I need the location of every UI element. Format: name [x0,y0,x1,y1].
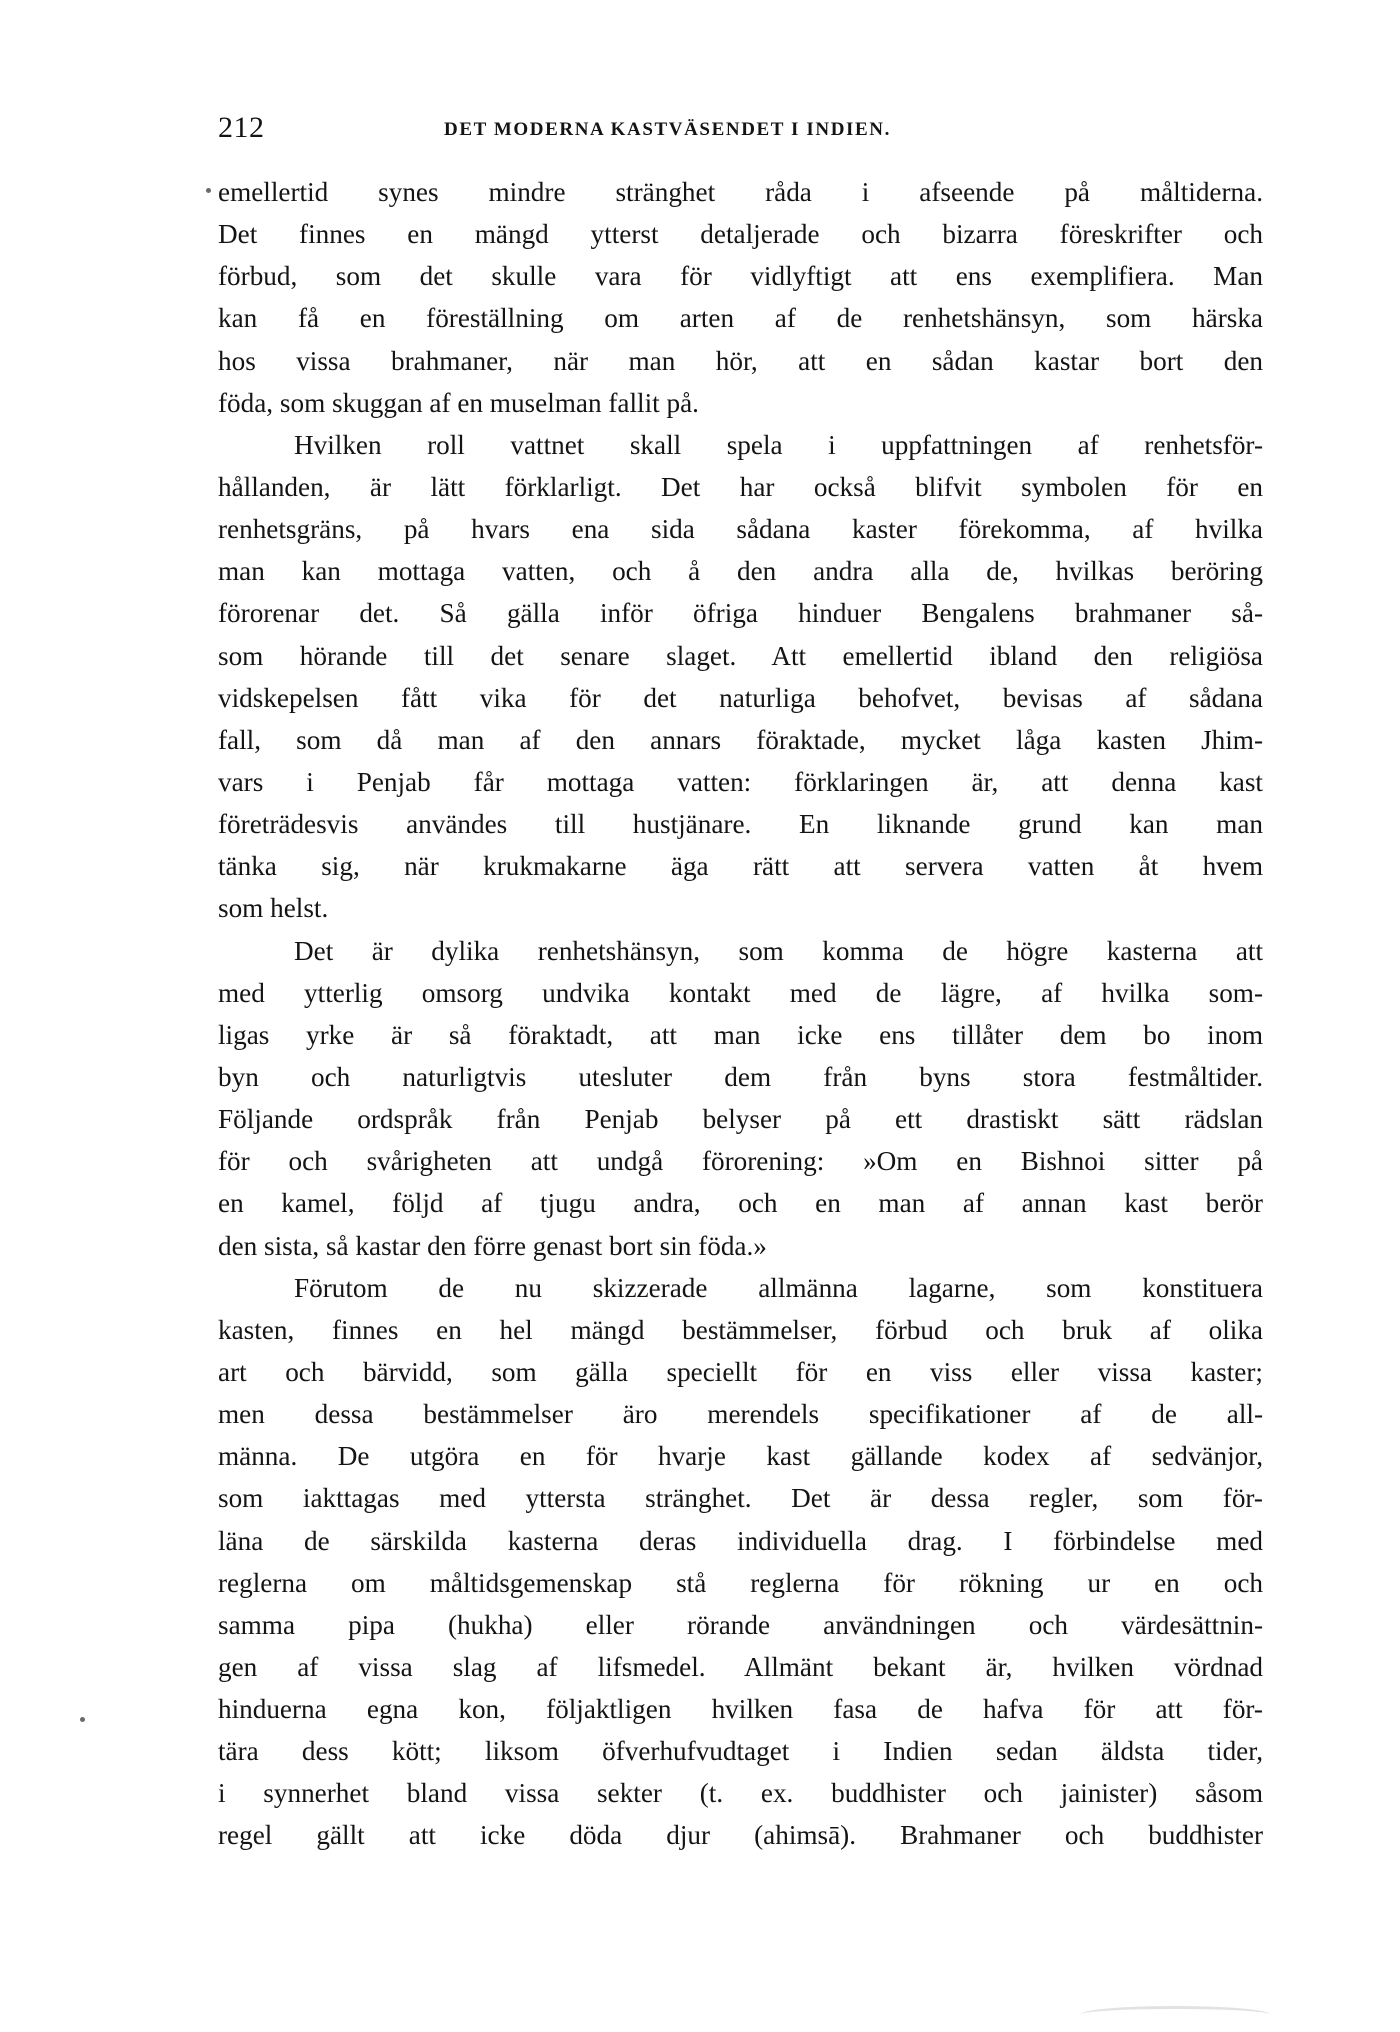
page-header [218,108,1262,148]
paragraph-start-line: Hvilken roll vattnet skall spela i uppfattningen af renhetsför- [294,429,1263,460]
text-line: fall, som då man af den annars föraktade, mycket låga kasten Jhim- [218,724,1263,755]
text-line: hållanden, är lätt förklarligt. Det har också blifvit symbolen för en [218,471,1263,502]
text-line: kasten, finnes en hel mängd bestämmelser, förbud och bruk af olika [218,1314,1263,1345]
text-line: hos vissa brahmaner, när man hör, att en sådan kastar bort den [218,345,1263,376]
text-line: vidskepelsen fått vika för det naturliga behofvet, bevisas af sådana [218,682,1263,713]
text-line: med ytterlig omsorg undvika kontakt med de lägre, af hvilka som- [218,977,1263,1008]
text-line: en kamel, följd af tjugu andra, och en man af annan kast berör [218,1188,1263,1219]
text-line: förbud, som det skulle vara för vidlyftigt att ens exemplifiera. Man [218,261,1263,292]
text-line: Det finnes en mängd ytterst detaljerade och bizarra föreskrifter och [218,219,1263,250]
print-smudge [1080,2006,1270,2023]
text-line: tära dess kött; liksom öfverhufvudtaget i Indien sedan äldsta tider, [218,1736,1263,1767]
text-line: tänka sig, när krukmakarne äga rätt att servera vatten åt hvem [218,851,1263,882]
text-line: hinduerna egna kon, följaktligen hvilken fasa de hafva för att för- [218,1694,1263,1725]
text-line: männa. De utgöra en för hvarje kast gällande kodex af sedvänjor, [218,1441,1263,1472]
text-line: företrädesvis användes till hustjänare. En liknande grund kan man [218,809,1263,840]
text-line: man kan mottaga vatten, och å den andra alla de, hvilkas beröring [218,556,1263,587]
text-line: emellertid synes mindre stränghet råda i afseende på måltiderna. [218,177,1263,207]
text-line: byn och naturligtvis utesluter dem från byns stora festmåltider. [218,1061,1263,1092]
text-line: i synnerhet bland vissa sekter (t. ex. buddhister och jainister) såsom [218,1778,1263,1809]
paragraph-start-line: Det är dylika renhetshänsyn, som komma de högre kasterna att [294,935,1263,966]
margin-speck [80,1717,85,1722]
text-line: ligas yrke är så föraktadt, att man icke ens tillåter dem bo inom [218,1019,1263,1050]
body-text [218,171,1263,1871]
text-line: samma pipa (hukha) eller rörande användningen och värdesättnin- [218,1609,1263,1640]
text-line: regel gällt att icke döda djur (ahimsā). Brahmaner och buddhister [218,1820,1263,1851]
text-line: som iakttagas med yttersta stränghet. Det är dessa regler, som för- [218,1483,1263,1514]
text-line: art och bärvidd, som gälla speciellt för en viss eller vissa kaster; [218,1356,1263,1387]
text-line: reglerna om måltidsgemenskap stå reglerna för rökning ur en och [218,1567,1263,1598]
running-title: DET MODERNA KASTVÄSENDET I INDIEN. [444,119,891,140]
paragraph-end-line: den sista, så kastar den förre genast bort sin föda.» [218,1230,767,1261]
text-line: kan få en föreställning om arten af de renhetshänsyn, som härska [218,303,1263,334]
text-line: renhetsgräns, på hvars ena sida sådana kaster förekomma, af hvilka [218,514,1263,545]
text-line: som hörande till det senare slaget. Att emellertid ibland den religiösa [218,640,1263,671]
text-line: men dessa bestämmelser äro merendels specifikationer af de all- [218,1399,1263,1430]
paragraph-end-line: föda, som skuggan af en muselman fallit på. [218,387,699,418]
page-number: 212 [218,111,265,144]
margin-speck [206,188,211,193]
text-line: gen af vissa slag af lifsmedel. Allmänt bekant är, hvilken vördnad [218,1651,1263,1682]
text-line: Följande ordspråk från Penjab belyser på ett drastiskt sätt rädslan [218,1104,1263,1135]
text-line: förorenar det. Så gälla inför öfriga hinduer Bengalens brahmaner så- [218,598,1263,629]
paragraph-start-line: Förutom de nu skizzerade allmänna lagarne, som konstituera [294,1272,1263,1303]
text-line: läna de särskilda kasterna deras individuella drag. I förbindelse med [218,1525,1263,1556]
text-line: vars i Penjab får mottaga vatten: förklaringen är, att denna kast [218,766,1263,797]
text-line: för och svårigheten att undgå förorening: »Om en Bishnoi sitter på [218,1146,1263,1177]
paragraph-end-line: som helst. [218,893,329,924]
